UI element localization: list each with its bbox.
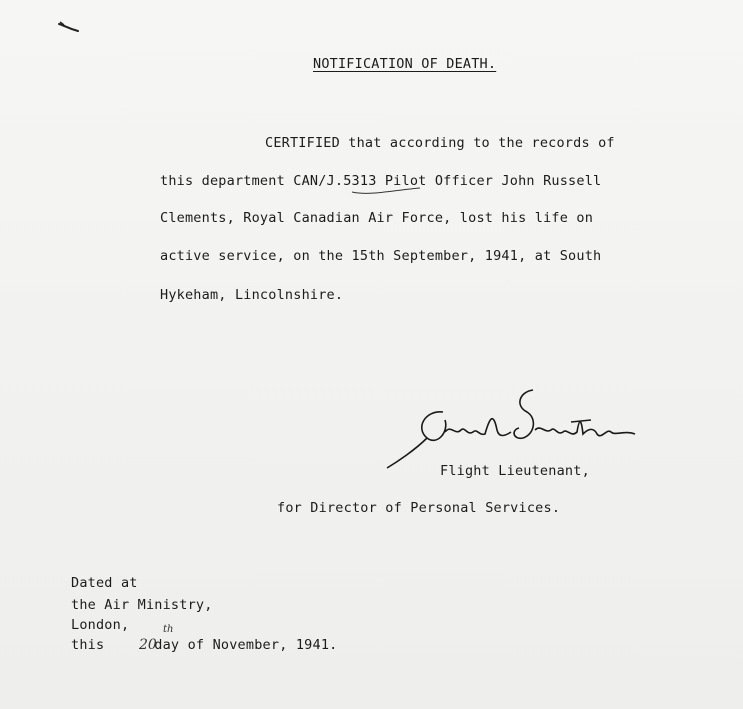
dated-line-4 (71, 639, 338, 653)
signatory-rank: Flight Lieutenant, (440, 463, 590, 479)
body-line-2: this department CAN/J.5313 Pilot Officer John Russell (160, 173, 602, 189)
dated-line-2: the Air Ministry, (71, 597, 213, 613)
dated-line-3: London, (71, 617, 130, 633)
dated-line-1: Dated at (71, 575, 138, 591)
handwritten-signature (385, 380, 645, 475)
body-line-4: active service, on the 15th September, 1941, at South (160, 248, 602, 264)
pen-underline-mark (350, 178, 430, 198)
body-line-3: Clements, Royal Canadian Air Force, lost his life on (160, 210, 594, 226)
handwritten-day-suffix: th (163, 624, 174, 635)
document-title: NOTIFICATION OF DEATH. (313, 56, 497, 72)
date-rest: day of November, 1941. (154, 637, 338, 653)
this-label: this (71, 637, 105, 653)
handwritten-day: 20 (139, 637, 157, 653)
body-line-5: Hykeham, Lincolnshire. (160, 287, 344, 303)
stray-ink-mark (58, 20, 80, 34)
body-line-1: CERTIFIED that according to the records of (265, 135, 615, 151)
signatory-department: for Director of Personal Services. (277, 500, 561, 516)
